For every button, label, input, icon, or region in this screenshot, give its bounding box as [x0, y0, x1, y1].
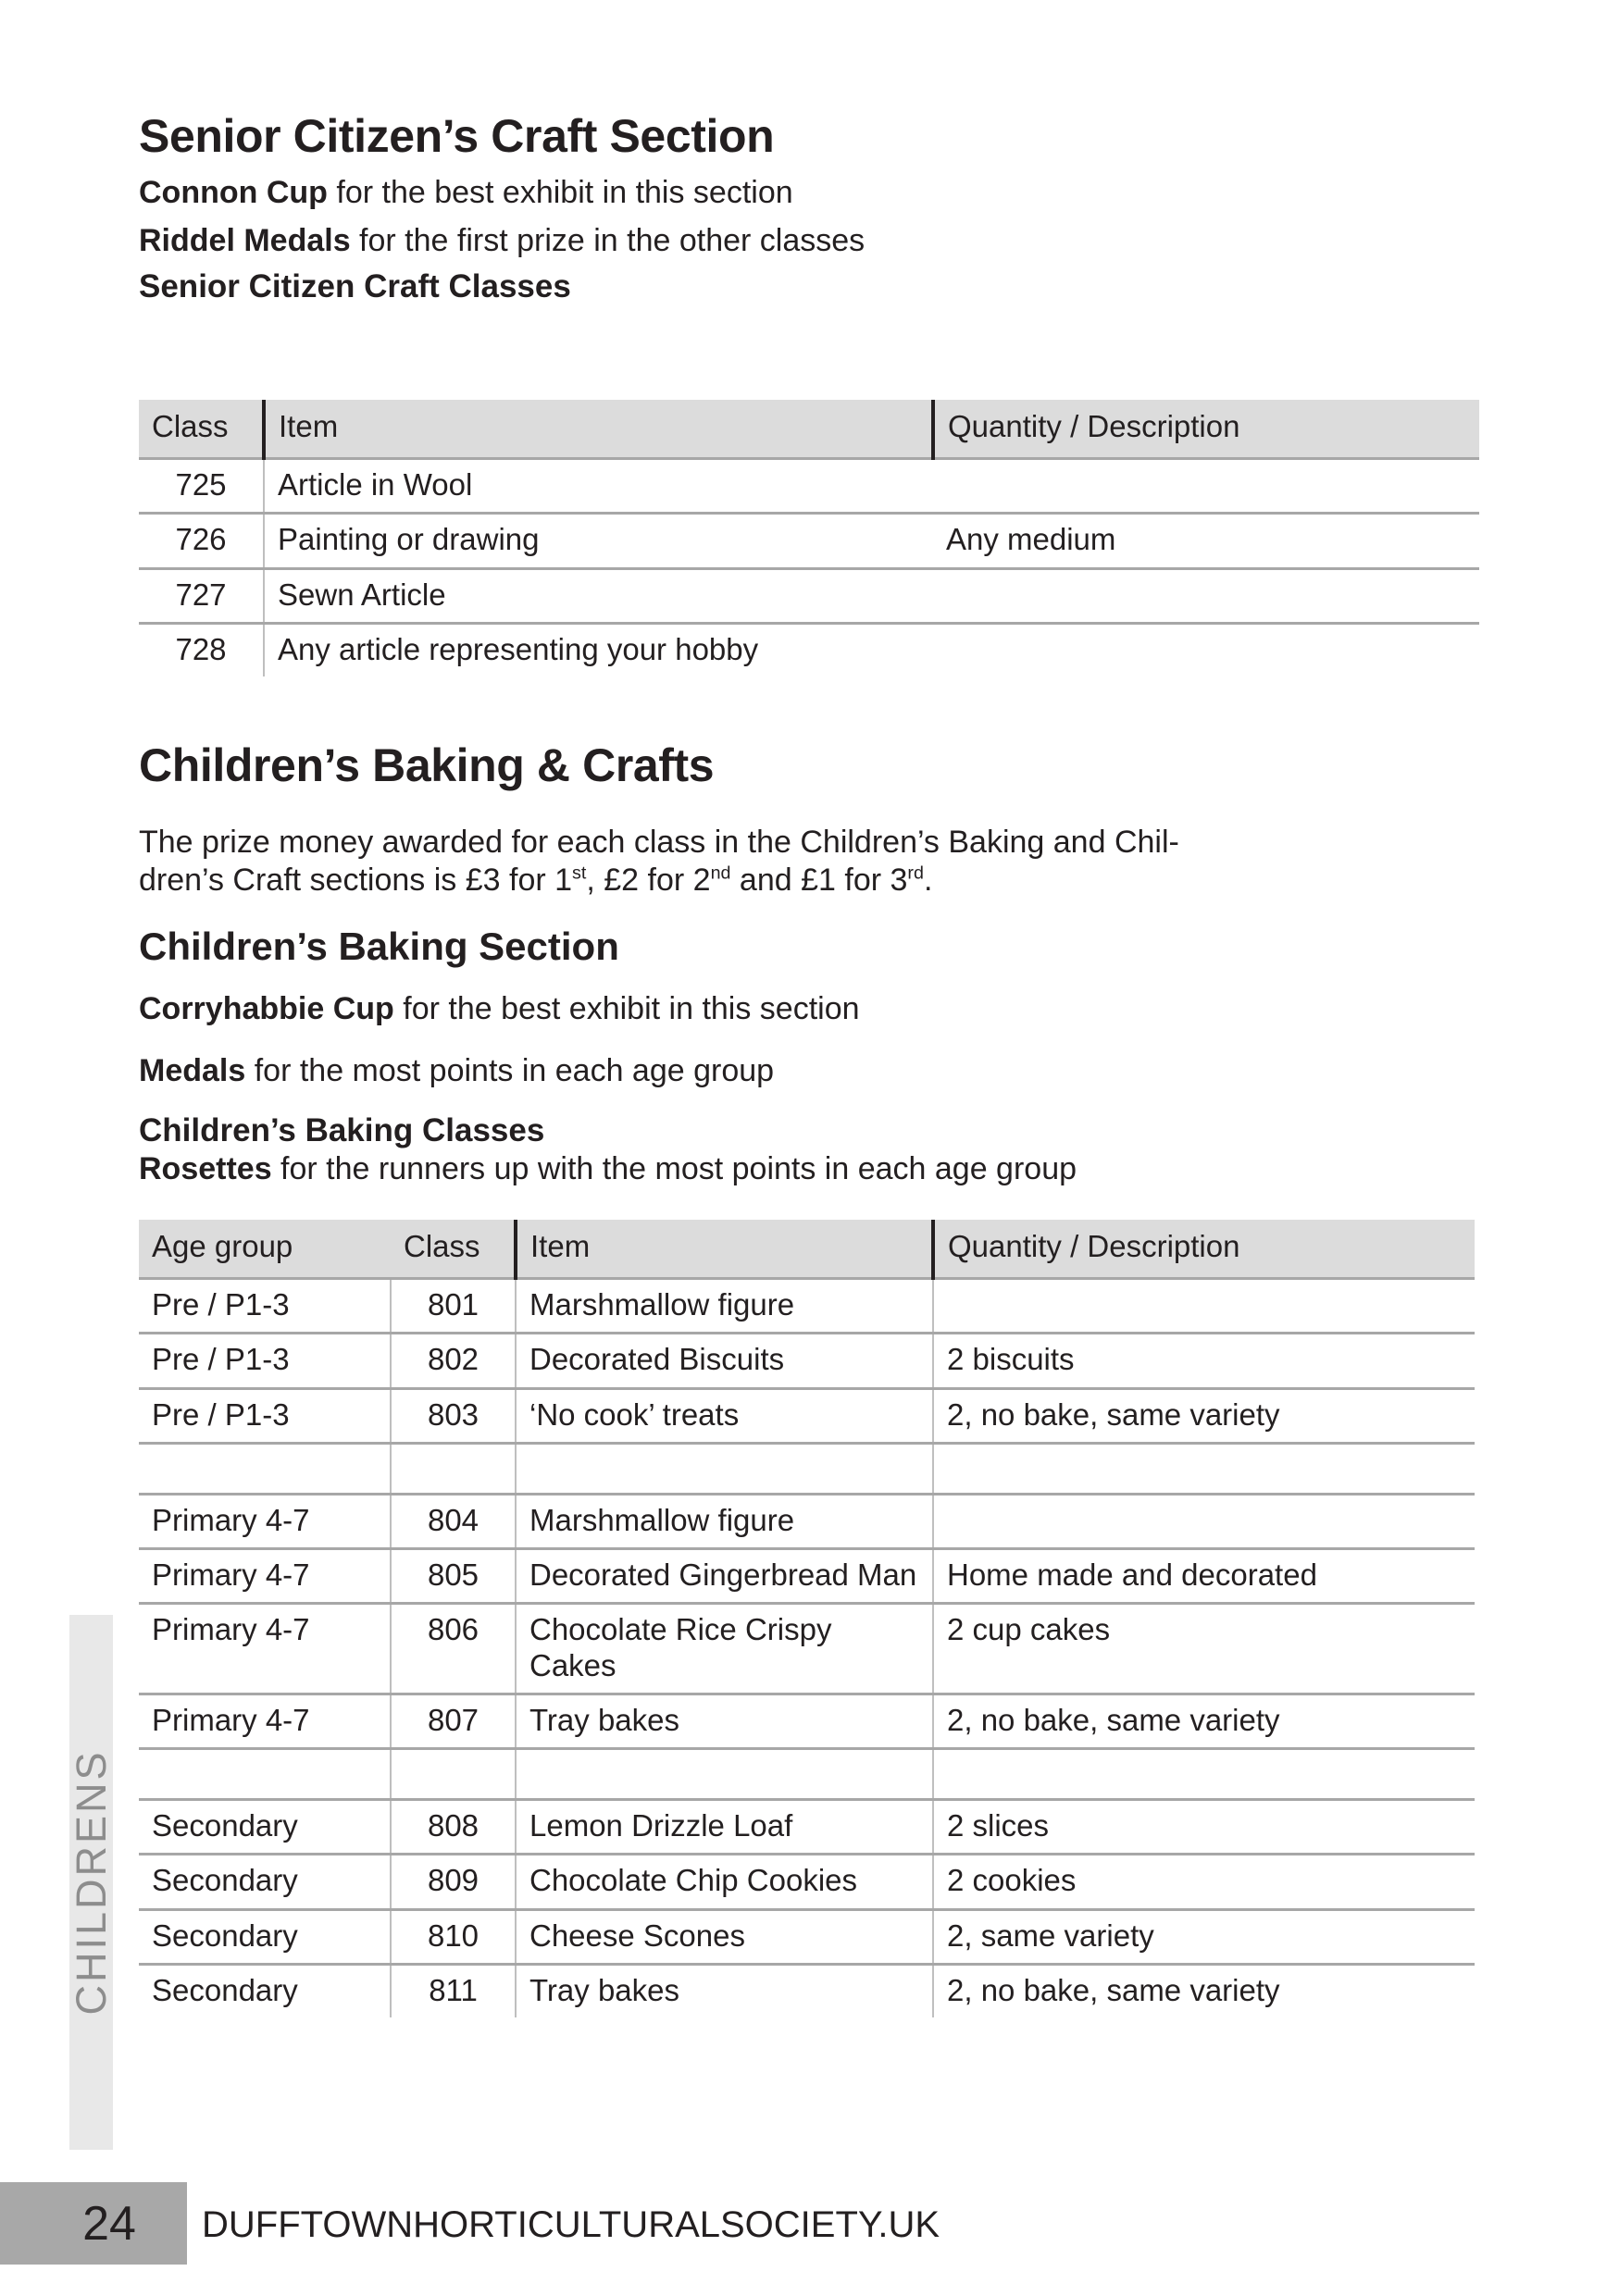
table-row	[139, 1494, 1475, 1548]
cell-age-group: Secondary	[139, 1800, 391, 1855]
cell-class: 807	[391, 1694, 516, 1748]
connon-cup-line	[139, 174, 793, 212]
cell-class	[391, 1749, 516, 1800]
cell-quantity	[933, 623, 1479, 676]
cell-age-group: Primary 4-7	[139, 1694, 391, 1748]
cell-quantity: 2, same variety	[933, 1909, 1475, 1964]
cell-class: 810	[391, 1909, 516, 1964]
cell-item: Decorated Biscuits	[516, 1334, 933, 1388]
ordinal-second: nd	[710, 863, 731, 885]
cell-quantity: 2, no bake, same variety	[933, 1388, 1475, 1443]
cell-age-group: Secondary	[139, 1909, 391, 1964]
table-row	[139, 459, 1479, 514]
cell-age-group: Pre / P1-3	[139, 1279, 391, 1334]
cell-quantity: Any medium	[933, 514, 1479, 568]
cell-quantity	[933, 568, 1479, 623]
table-header-row	[139, 1220, 1475, 1279]
cell-age-group: Secondary	[139, 1964, 391, 2017]
cell-age-group: Secondary	[139, 1855, 391, 1909]
cell-item: Sewn Article	[264, 568, 933, 623]
senior-craft-classes-table	[139, 400, 1479, 676]
cell-item: Decorated Gingerbread Man	[516, 1549, 933, 1604]
cell-quantity	[933, 1494, 1475, 1548]
col-header-age-group: Age group	[139, 1220, 391, 1279]
cell-age-group	[139, 1749, 391, 1800]
cell-item: Tray bakes	[516, 1964, 933, 2017]
cell-item: Tray bakes	[516, 1694, 933, 1748]
page-title-senior-craft: Senior Citizen’s Craft Section	[139, 110, 775, 162]
cell-item: Chocolate Rice Crispy Cakes	[516, 1604, 933, 1694]
table-row	[139, 1694, 1475, 1748]
table-row	[139, 568, 1479, 623]
corryhabbie-cup-label: Corryhabbie Cup	[139, 991, 394, 1026]
col-header-class: Class	[391, 1220, 516, 1279]
corryhabbie-cup-text: for the best exhibit in this section	[393, 991, 860, 1026]
cell-item: Marshmallow figure	[516, 1279, 933, 1334]
cell-item: Lemon Drizzle Loaf	[516, 1800, 933, 1855]
cell-quantity: 2, no bake, same variety	[933, 1694, 1475, 1748]
cell-item: Any article representing your hobby	[264, 623, 933, 676]
cell-item: Marshmallow figure	[516, 1494, 933, 1548]
col-header-item: Item	[516, 1220, 933, 1279]
connon-cup-text: for the best exhibit in this section	[327, 175, 793, 210]
col-header-quantity: Quantity / Description	[933, 400, 1479, 459]
cell-quantity: 2 slices	[933, 1800, 1475, 1855]
cell-class: 802	[391, 1334, 516, 1388]
medals-text: for the most points in each age group	[245, 1053, 775, 1088]
table-row	[139, 623, 1479, 676]
riddel-medals-line	[139, 222, 865, 260]
prize-para-line1: The prize money awarded for each class in the Children’s Baking and Chil-	[139, 825, 1179, 860]
page-title-childrens-baking-crafts: Children’s Baking & Crafts	[139, 739, 715, 791]
rosettes-line	[139, 1150, 1077, 1188]
table-row	[139, 1388, 1475, 1443]
cell-item: Chocolate Chip Cookies	[516, 1855, 933, 1909]
side-tab-label: CHILDRENS	[67, 1749, 115, 2016]
medals-line	[139, 1052, 774, 1090]
cell-quantity: Home made and decorated	[933, 1549, 1475, 1604]
prize-para-line2c: and £1 for 3	[730, 863, 908, 899]
col-header-quantity: Quantity / Description	[933, 1220, 1475, 1279]
corryhabbie-cup-line	[139, 990, 860, 1028]
cell-class: 801	[391, 1279, 516, 1334]
childrens-baking-classes-table	[139, 1220, 1475, 2017]
medals-label: Medals	[139, 1053, 246, 1088]
cell-class: 808	[391, 1800, 516, 1855]
page-number: 24	[82, 2196, 136, 2251]
riddel-medals-text: for the first prize in the other classes	[350, 223, 866, 258]
footer-page-number-block	[0, 2182, 187, 2265]
cell-class: 803	[391, 1388, 516, 1443]
cell-age-group: Pre / P1-3	[139, 1388, 391, 1443]
prize-para-line2d: .	[923, 863, 933, 899]
cell-item: ‘No cook’ treats	[516, 1388, 933, 1443]
cell-quantity	[933, 1279, 1475, 1334]
table-row	[139, 1279, 1475, 1334]
cell-class: 804	[391, 1494, 516, 1548]
table-header-row	[139, 400, 1479, 459]
table-row	[139, 1549, 1475, 1604]
table-spacer-row	[139, 1443, 1475, 1494]
childrens-baking-classes-heading: Children’s Baking Classes	[139, 1112, 545, 1148]
cell-class	[391, 1443, 516, 1494]
prize-para-line2b: , £2 for 2	[586, 863, 711, 899]
side-tab-childrens	[69, 1615, 113, 2150]
cell-age-group	[139, 1443, 391, 1494]
cell-age-group: Pre / P1-3	[139, 1334, 391, 1388]
cell-item	[516, 1443, 933, 1494]
cell-item: Article in Wool	[264, 459, 933, 514]
cell-item	[516, 1749, 933, 1800]
prize-para-line2a: dren’s Craft sections is £3 for 1	[139, 863, 573, 899]
cell-class: 725	[139, 459, 264, 514]
prize-money-paragraph	[139, 824, 1453, 900]
table-row	[139, 1964, 1475, 2017]
cell-quantity: 2 biscuits	[933, 1334, 1475, 1388]
cell-quantity	[933, 459, 1479, 514]
cell-quantity: 2, no bake, same variety	[933, 1964, 1475, 2017]
ordinal-first: st	[572, 863, 587, 885]
cell-age-group: Primary 4-7	[139, 1494, 391, 1548]
ordinal-third: rd	[907, 863, 924, 885]
cell-quantity: 2 cookies	[933, 1855, 1475, 1909]
rosettes-label: Rosettes	[139, 1151, 272, 1186]
cell-class: 811	[391, 1964, 516, 2017]
table-row	[139, 1855, 1475, 1909]
cell-age-group: Primary 4-7	[139, 1604, 391, 1694]
connon-cup-label: Connon Cup	[139, 175, 328, 210]
rosettes-text: for the runners up with the most points in each age group	[271, 1151, 1077, 1186]
cell-class: 727	[139, 568, 264, 623]
table-row	[139, 1800, 1475, 1855]
cell-age-group: Primary 4-7	[139, 1549, 391, 1604]
cell-class: 728	[139, 623, 264, 676]
table-spacer-row	[139, 1749, 1475, 1800]
table-row	[139, 1334, 1475, 1388]
cell-class: 726	[139, 514, 264, 568]
cell-quantity: 2 cup cakes	[933, 1604, 1475, 1694]
col-header-class: Class	[139, 400, 264, 459]
riddel-medals-label: Riddel Medals	[139, 223, 351, 258]
cell-item: Painting or drawing	[264, 514, 933, 568]
senior-craft-classes-heading: Senior Citizen Craft Classes	[139, 268, 571, 304]
table-row	[139, 1604, 1475, 1694]
cell-class: 809	[391, 1855, 516, 1909]
cell-item: Cheese Scones	[516, 1909, 933, 1964]
col-header-item: Item	[264, 400, 933, 459]
table-row	[139, 1909, 1475, 1964]
cell-quantity	[933, 1749, 1475, 1800]
table-row	[139, 514, 1479, 568]
cell-class: 805	[391, 1549, 516, 1604]
childrens-baking-section-heading: Children’s Baking Section	[139, 925, 619, 968]
cell-class: 806	[391, 1604, 516, 1694]
footer-website-url: DUFFTOWNHORTICULTURALSOCIETY.UK	[202, 2204, 940, 2245]
cell-quantity	[933, 1443, 1475, 1494]
